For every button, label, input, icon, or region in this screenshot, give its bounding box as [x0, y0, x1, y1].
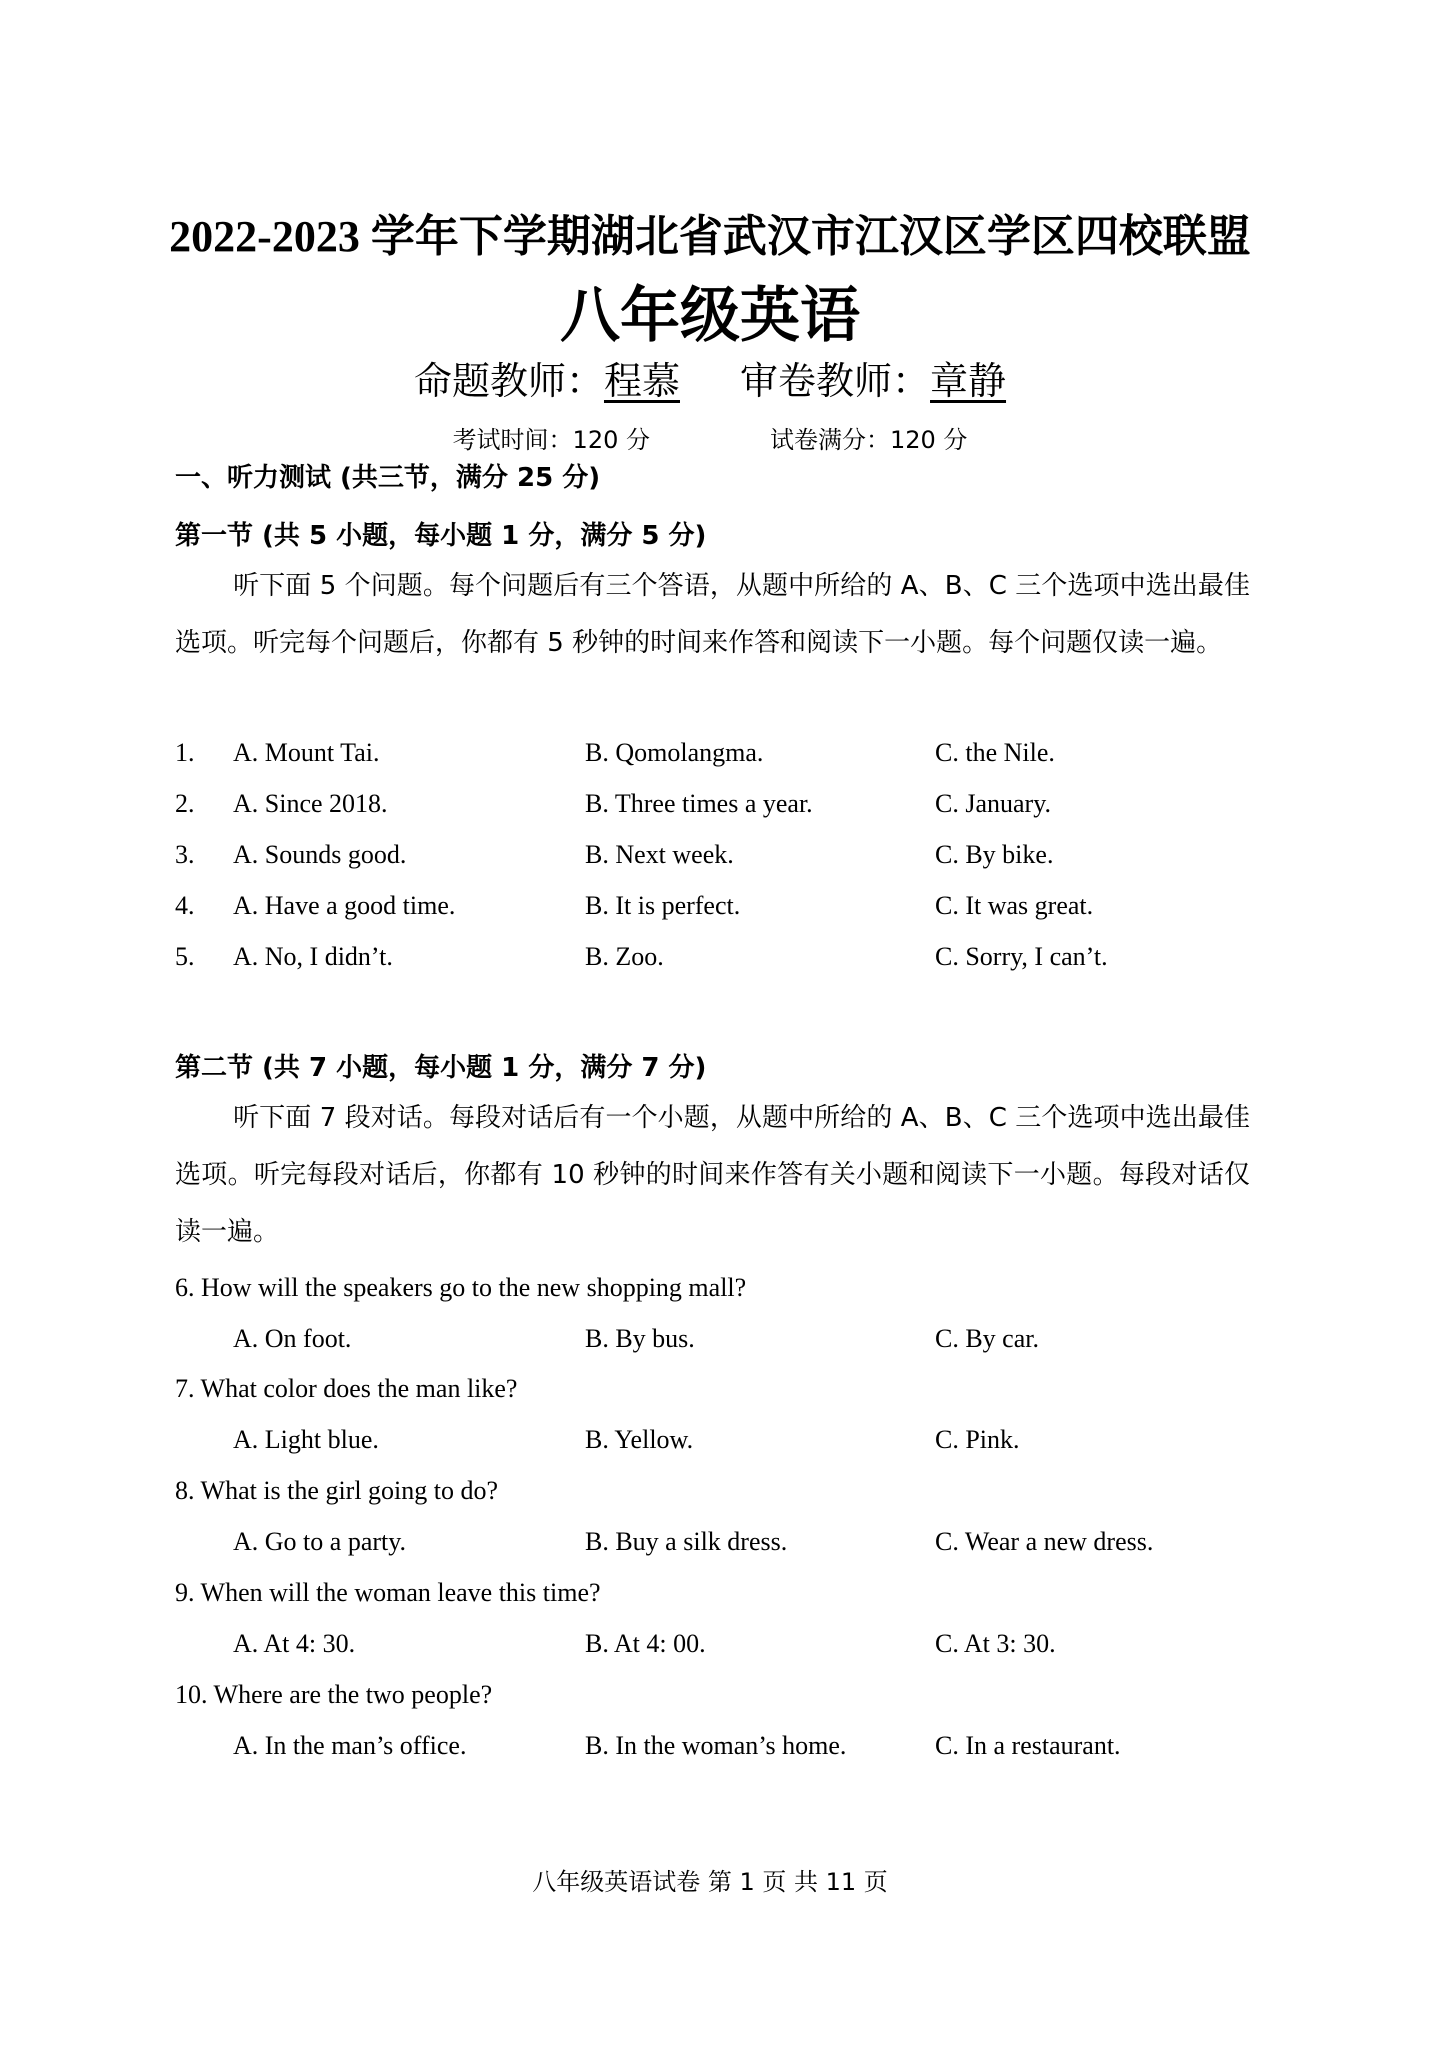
option-c: C. Pink.	[935, 1425, 1020, 1454]
reviewer-name: 章静	[930, 359, 1007, 403]
reviewer-label: 审卷教师：	[740, 359, 931, 403]
option-a: A. Go to a party.	[233, 1527, 407, 1556]
option-b: B. By bus.	[585, 1324, 695, 1353]
exam-time: 考试时间：120 分	[452, 426, 650, 454]
option-c: C. January.	[935, 789, 1052, 818]
option-b: B. At 4: 00.	[585, 1629, 706, 1658]
option-b: B. Qomolangma.	[585, 738, 764, 767]
option-c: C. At 3: 30.	[935, 1629, 1056, 1658]
question-number: 2.	[175, 789, 195, 818]
section2-heading: 第二节 (共 7 小题，每小题 1 分，满分 7 分)	[175, 1053, 707, 1083]
option-a: A. In the man’s office.	[233, 1731, 467, 1760]
option-c: C. In a restaurant.	[935, 1731, 1121, 1760]
option-c: C. It was great.	[935, 891, 1094, 920]
part1-heading: 一、听力测试 (共三节，满分 25 分)	[175, 463, 601, 493]
option-a: A. Light blue.	[233, 1425, 379, 1454]
question-number: 3.	[175, 840, 195, 869]
option-a: A. Since 2018.	[233, 789, 388, 818]
option-a: A. Mount Tai.	[233, 738, 380, 767]
option-a: A. Have a good time.	[233, 891, 456, 920]
option-a: A. At 4: 30.	[233, 1629, 356, 1658]
option-b: B. Buy a silk dress.	[585, 1527, 788, 1556]
option-c: C. Sorry, I can’t.	[935, 942, 1108, 971]
setter-label: 命题教师：	[413, 359, 604, 403]
option-a: A. Sounds good.	[233, 840, 407, 869]
teachers-line	[0, 350, 1420, 405]
option-c: C. the Nile.	[935, 738, 1055, 767]
setter-name: 程慕	[603, 359, 680, 403]
question-9: 9. When will the woman leave this time?	[175, 1578, 601, 1607]
exam-subtitle: 八年级英语	[560, 281, 860, 351]
exam-title: 2022-2023 学年下学期湖北省武汉市江汉区学区四校联盟	[169, 212, 1251, 261]
question-number: 1.	[175, 738, 195, 767]
exam-full-score: 试卷满分：120 分	[770, 426, 968, 454]
option-b: B. Next week.	[585, 840, 734, 869]
question-10: 10. Where are the two people?	[175, 1680, 493, 1709]
section2-instructions: 听下面 7 段对话。每段对话后有一个小题，从题中所给的 A、B、C 三个选项中选出最佳选项。听完每段对话后，你都有 10 秒钟的时间来作答有关小题和阅读下一小题。每段对话仅读一遍。	[175, 1103, 1250, 1247]
option-c: C. Wear a new dress.	[935, 1527, 1154, 1556]
exam-info	[0, 420, 1420, 455]
option-b: B. Three times a year.	[585, 789, 813, 818]
option-c: C. By bike.	[935, 840, 1054, 869]
option-a: A. On foot.	[233, 1324, 352, 1353]
option-b: B. It is perfect.	[585, 891, 741, 920]
page-footer: 八年级英语试卷 第 1 页 共 11 页	[532, 1868, 888, 1896]
question-6: 6. How will the speakers go to the new shopping mall?	[175, 1273, 747, 1302]
option-c: C. By car.	[935, 1324, 1039, 1353]
question-7: 7. What color does the man like?	[175, 1374, 518, 1403]
option-b: B. Zoo.	[585, 942, 664, 971]
question-8: 8. What is the girl going to do?	[175, 1476, 499, 1505]
section1-heading: 第一节 (共 5 小题，每小题 1 分，满分 5 分)	[175, 521, 707, 551]
option-b: B. Yellow.	[585, 1425, 694, 1454]
question-number: 5.	[175, 942, 195, 971]
question-number: 4.	[175, 891, 195, 920]
section1-instructions: 听下面 5 个问题。每个问题后有三个答语，从题中所给的 A、B、C 三个选项中选出最佳选项。听完每个问题后，你都有 5 秒钟的时间来作答和阅读下一小题。每个问题仅读一遍。	[175, 571, 1250, 658]
option-a: A. No, I didn’t.	[233, 942, 393, 971]
option-b: B. In the woman’s home.	[585, 1731, 847, 1760]
